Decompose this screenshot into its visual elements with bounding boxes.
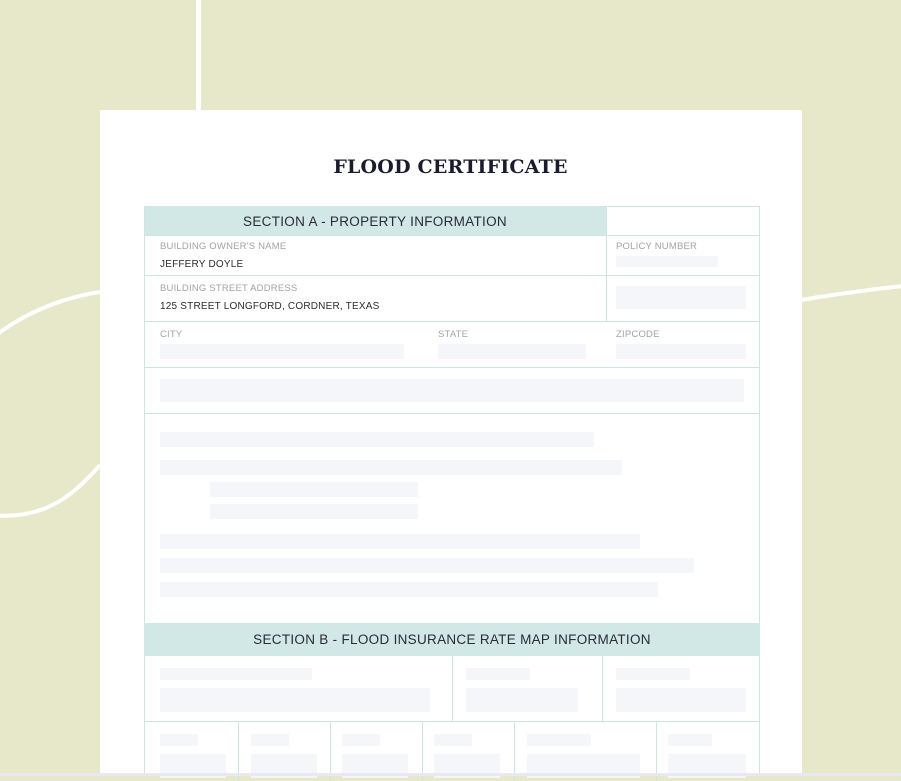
field-label-placeholder: [527, 734, 591, 746]
field-label-placeholder: [668, 734, 712, 746]
section-b-header: [144, 623, 760, 656]
divider: [759, 206, 760, 776]
field-label-placeholder: [251, 734, 289, 746]
divider: [602, 656, 603, 721]
divider: [422, 721, 423, 781]
divider: [144, 367, 760, 368]
policy-number-label: POLICY NUMBER: [616, 241, 698, 252]
text-line-placeholder: [160, 534, 640, 549]
divider: [514, 721, 515, 781]
zipcode-label: ZIPCODE: [616, 329, 660, 340]
divider: [330, 721, 331, 781]
owner-name-label: BUILDING OWNER'S NAME: [160, 241, 287, 252]
full-width-field[interactable]: [160, 379, 744, 402]
section-a-header: [144, 206, 606, 236]
document-title: FLOOD CERTIFICATE: [333, 156, 568, 178]
section-a-title: SECTION A - PROPERTY INFORMATION: [243, 213, 507, 229]
street-address-label: BUILDING STREET ADDRESS: [160, 283, 298, 294]
policy-number-field[interactable]: [616, 256, 718, 267]
divider: [144, 721, 760, 722]
field-label-placeholder: [434, 734, 472, 746]
divider: [238, 721, 239, 781]
map-field[interactable]: [466, 688, 578, 712]
text-line-placeholder: [210, 482, 418, 497]
divider: [452, 656, 453, 721]
text-line-placeholder: [160, 432, 594, 447]
field-label-placeholder: [616, 668, 690, 680]
divider: [606, 206, 760, 207]
owner-name-field[interactable]: JEFFERY DOYLE: [160, 259, 244, 270]
text-line-placeholder: [160, 460, 622, 475]
divider: [144, 413, 760, 414]
zipcode-field[interactable]: [616, 344, 746, 359]
map-field[interactable]: [616, 688, 746, 712]
divider: [144, 235, 760, 236]
divider: [144, 206, 145, 776]
field-label-placeholder: [342, 734, 380, 746]
text-line-placeholder: [160, 582, 658, 597]
state-label: STATE: [438, 329, 469, 340]
address-extra-field[interactable]: [616, 286, 746, 309]
street-address-field[interactable]: 125 STREET LONGFORD, CORDNER, TEXAS: [160, 301, 380, 312]
divider: [144, 321, 760, 322]
city-label: CITY: [160, 329, 183, 340]
field-label-placeholder: [466, 668, 530, 680]
state-field[interactable]: [438, 344, 586, 359]
divider: [656, 721, 657, 781]
divider: [144, 275, 760, 276]
divider: [606, 206, 607, 322]
map-field[interactable]: [160, 688, 430, 712]
field-label-placeholder: [160, 734, 198, 746]
text-line-placeholder: [160, 558, 694, 573]
section-b-title: SECTION B - FLOOD INSURANCE RATE MAP INFORMATION: [253, 632, 651, 647]
field-label-placeholder: [160, 668, 312, 680]
city-field[interactable]: [160, 344, 404, 359]
text-line-placeholder: [210, 504, 418, 519]
